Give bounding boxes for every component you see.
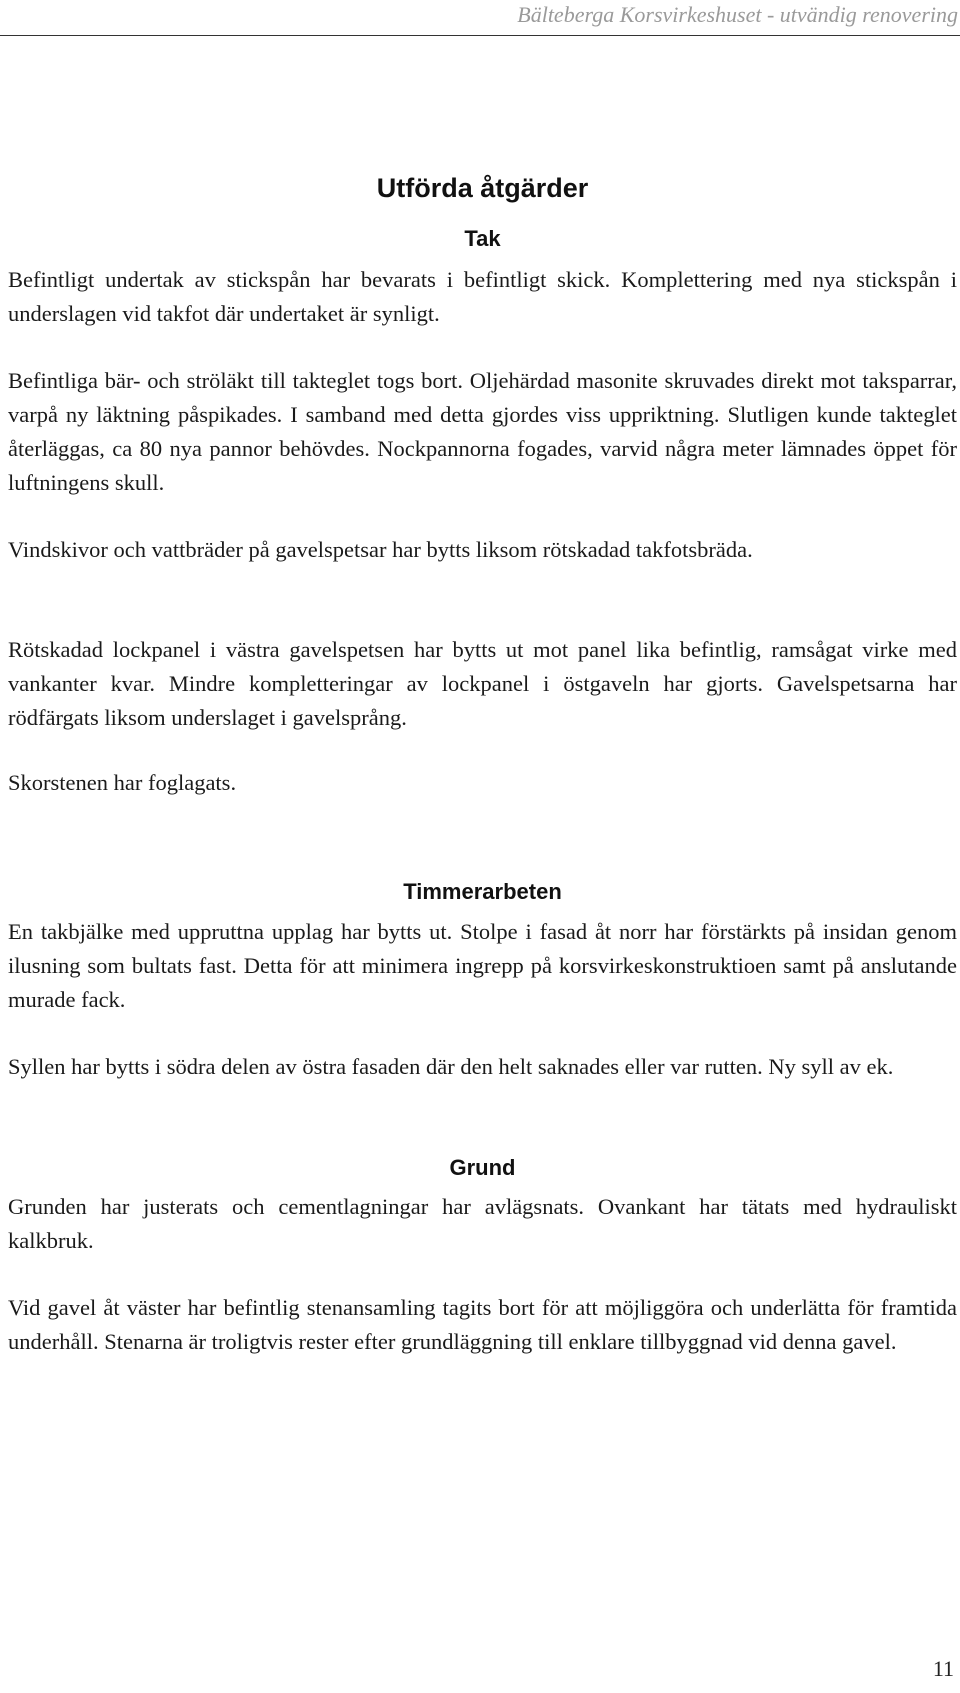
section-heading-tak: Tak [464, 226, 501, 251]
page-title: Utförda åtgärder [376, 173, 589, 203]
paragraph: Syllen har bytts i södra delen av östra fasaden där den helt saknades eller var rutten. Ny syll av ek. [8, 1054, 894, 1079]
section-heading-grund: Grund [449, 1155, 516, 1180]
paragraph: Grunden har justerats och cementlagningar har avlägsnats. Ovankant har tätats med hydrauliskt kalkbruk. [8, 1194, 957, 1253]
header-rule [0, 35, 960, 36]
paragraph: Vid gavel åt väster har befintlig stenansamling tagits bort för att möjliggöra och underlätta för framtida underhåll. Stenarna är troligtvis rester efter grundläggning till enklare tillbyggnad vid denna gavel. [8, 1295, 957, 1354]
section-heading-timmerarbeten: Timmerarbeten [403, 879, 562, 904]
paragraph: Rötskadad lockpanel i västra gavelspetsen har bytts ut mot panel lika befintlig, ramsågat virke med vankanter kvar. Mindre kompletteringar av lockpanel i östgaveln har gjorts. Gavelspetsarna har rödfärgats liksom underslaget i gavelsprång. [8, 637, 957, 730]
running-header: Bälteberga Korsvirkeshuset - utvändig renovering [517, 2, 958, 27]
paragraph: Befintliga bär- och ströläkt till takteglet togs bort. Oljehärdad masonite skruvades direkt mot taksparrar, varpå ny läktning påspikades. I samband med detta gjordes viss uppriktning. Slutligen kunde takteglet återläggas, ca 80 nya pannor behövdes. Nockpannorna fogades, varvid några meter lämnades öppet för luftningens skull. [8, 368, 957, 495]
page-number: 11 [932, 1656, 954, 1681]
paragraph: Befintligt undertak av stickspån har bevarats i befintligt skick. Komplettering med nya stickspån i underslagen vid takfot där undertaket är synligt. [8, 267, 957, 326]
paragraph: En takbjälke med uppruttna upplag har bytts ut. Stolpe i fasad åt norr har förstärkts på insidan genom ilusning som bultats fast. Detta för att minimera ingrepp på korsvirkeskonstruktioen samt på anslutande murade fack. [8, 919, 957, 1012]
paragraph: Vindskivor och vattbräder på gavelspetsar har bytts liksom rötskadad takfotsbräda. [8, 537, 753, 562]
paragraph: Skorstenen har foglagats. [8, 770, 237, 795]
